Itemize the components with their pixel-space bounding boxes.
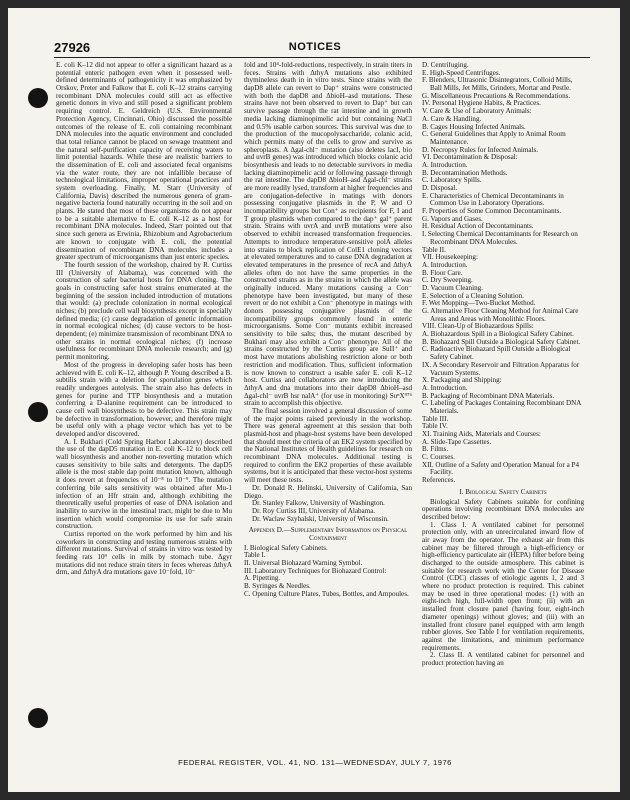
outline-item: IV. Personal Hygiene Habits, & Practices. [422, 99, 541, 108]
signatory: Dr. Stanley Falkow, University of Washington. [252, 499, 385, 508]
binder-hole [28, 88, 48, 108]
outline-item: II. Universal Biohazard Warning Symbol. [244, 559, 363, 567]
page-footer: FEDERAL REGISTER, VOL. 41, NO. 131—WEDNESDAY, JULY 7, 1976 [178, 758, 452, 767]
outline-item: IX. A Secondary Reservoir and Filtration Apparatus for Vacuum Systems. [422, 360, 580, 377]
text-column-1 [56, 62, 232, 752]
outline-item: B. Syringes & Needles. [244, 582, 311, 591]
outline-item: A. Introduction. [422, 383, 468, 392]
outline-item: III. Laboratory Techniques for Biohazard Control: [244, 566, 387, 575]
outline-item: A. Pipetting. [244, 574, 281, 583]
outline-item: B. Biohazard Spill Outside a Biological Safety Cabinet. [422, 337, 581, 346]
signatory: Dr. Roy Curtiss III, University of Alabama. [252, 506, 376, 515]
text-column-3 [422, 62, 584, 752]
signatory: Dr. Donald R. Helinski, University of California, San Diego. [244, 483, 412, 500]
paragraph: 2. Class II. A ventilated cabinet for personnel and product protection having an [422, 651, 584, 667]
outline-item: A. Introduction. [422, 160, 468, 169]
outline-item: C. Dry Sweeping. [422, 276, 473, 285]
outline-item: C. Labeling of Packages Containing Recombinant DNA Materials. [422, 399, 581, 415]
section-title: NOTICES [288, 41, 342, 53]
outline-item: VIII. Clean-Up of Biohazardous Spills: [422, 322, 534, 331]
paragraph: Biological Safety Cabinets suitable for confining operations involving recombinant DNA molecules are described below: [422, 497, 584, 521]
outline-item: C. General Guidelines that Apply to Animal Room Maintenance. [422, 130, 566, 146]
outline-item: C. Courses. [422, 453, 455, 462]
text-column-2 [244, 62, 412, 752]
outline-item: X. Packaging and Shipping: [422, 376, 502, 385]
outline-item: A. Slide-Tape Cassettes. [422, 437, 492, 446]
outline-item: XII. Outline of a Safety and Operation Manual for a P4 Facility. [422, 460, 580, 477]
outline-item: A. Care & Handling. [422, 114, 482, 123]
outline-item: Table IV. [422, 422, 448, 431]
outline-item: I. Selecting Chemical Decontaminants for Research on Recombinant DNA Molecules. [422, 230, 578, 246]
outline-item: D. Vacuum Cleaning. [422, 283, 483, 292]
appendix-title: Appendix D.—Supplementary Information on Physical Containment [248, 526, 408, 542]
header-rule [54, 57, 590, 58]
paragraph: Most of the progress in developing safer hosts has been achieved with E. coli K–12, although P. Young described a B. subtilis strain with a deletion for sporulation genes which readily undergoes autolysis. The strain also has defects in genes for purine and TTP biosynthesis and a mutation conferring a D-alanine requirement can be introduced to cause cell wall biosynthesis to be defective. This strain may be defective in transformation, however, and therefore might be useful only with a phage vector which has yet to be developed and/or discovered. [56, 360, 232, 438]
outline-item: H. Residual Action of Decontaminants. [422, 222, 534, 231]
signatory: Dr. Waclaw Szybalski, University of Wisconsin. [252, 514, 389, 523]
paragraph: fold and 10⁴-fold-reductions, respectively, in strain titers in feces. Strains with ΔthyA mutations also exhibited thymineless death in in vitro tests. Since strains with the dapD8 allele can revert to Dap⁺ strains were constructed with both the dapD8 and ΔbioH–asd mutations. These strains have not been observed to revert to Dap⁺ but can survive passage through the rat intestine and in growth media lacking diaminopimelic acid but containing NaCl and 0.5% usable carbon sources. This survival was due to the production of the mucopolysaccharide, colanic acid, which permits many of the cells to grow and survive as spheroplasts. A Δgal-chl⁻ mutation (also deletes lacI, bio and uvrB genes) was introduced which blocks colanic acid biosynthesis and leads to no detectable survivors in media lacking diaminopimelic acid or following passage through the rat intestine. The dapD8 ΔbioH–asd Δgal-chl⁻ strains are more readily lysed, transform at higher frequencies and are conjugation-defective in matings with donors possessing conjugative plasmids in the P, W and O incompatibility groups but Con⁺ as recipients for F, I and T group plasmids when compared to the dap⁺ gal⁺ parent strain. Strains with uvrA and uvrB mutations were also observed to exhibit increased transformation frequencies. Attempts to introduce temperature-sensitive polA alleles into strains to block replication of ColE1 cloning vectors at elevated temperatures and to cause DNA degradation at elevated temperatures in the presence of recA and ΔthyA alleles often do not have the same properties in the constructed strains as in the strains in which the allele was originally induced. Many mutations causing a Con⁻ phenotype have been investigated, but many of these revert or do not exhibit a Con⁻ phenotype in matings with donors possessing conjugative plasmids of the incompatibility groups commonly found in enteric microorganisms. Some Con⁻ mutants exhibit increased sensitivity to bile salts; thus, the mutant described by Bukhari may also exhibit a Con⁻ phenotype. All of the strains constructed by the Curtiss group are SuII⁺ and most have mutations abolishing restriction alone or both restriction and modification. Thus, sufficient information is now known to construct a usable safer E. coli K–12 host. Curtiss and collaborators are now introducing the ΔthyA and dna mutations into their dapD8 ΔbioH–asd Δgal-chl⁻ uvrB hsr nalA⁺ (for use in monitoring) SuⁿX⁹⁷⁶ strain to accomplish this objective. [244, 62, 412, 408]
appendix-outline-continued [422, 62, 584, 485]
outline-item: B. Packaging of Recombinant DNA Materials. [422, 391, 555, 400]
paragraph: E. coli K–12 did not appear to offer a significant hazard as a potential enteric pathogen even when it possessed well-defined determinants of pathogenicity it was emphasized by Orskov, Preter and Falkow that E. coli K–12 strains carrying recombinant DNA molecules could still act as effective genetic donors in vivo and still posed a significant problem requiring control. E. Geldreich (U.S. Environmental Protection Agency, Cincinnati, Ohio) discussed the possible outcomes of the release of E. coli containing recombinant DNA molecules into the aquatic environment and concluded that total reliance cannot be placed on sewage treatment and the natural self-purification capacity of receiving waters to limit potential hazards. While these are realistic barriers to the dissemination of E. coli and associated fecal organisms via the water route, they are not infallible because of technological limitations, improper operational practices and system overloading. Finally, M. Starr (University of California, Davis) described the numerous genera of gram-negative bacteria found naturally occurring in the soil and on plants. He stated that most of these organisms do not appear to be a suitable alternative to E. coli K–12 as a host for recombinant DNA molecules. Indeed, Starr pointed out that since such genera as Erwinia, Rhizobium and Agrobacterium are known to conjugate with E. coli, the potential dissemination of recombinant DNA molecules includes a greater spectrum of microorganisms than just enteric species. [56, 62, 232, 262]
binder-hole [28, 402, 48, 422]
outline-item: E. High-Speed Centrifuges. [422, 68, 501, 77]
appendix-outline [244, 545, 412, 599]
outline-item: G. Alternative Floor Cleaning Method for Animal Care Areas and Areas with Monolithic Floors. [422, 307, 579, 323]
section-heading: I. Biological Safety Cabinets [459, 487, 547, 496]
outline-item: C. Radioactive Biohazard Spill Outside a Biological Safety Cabinet. [422, 345, 571, 362]
outline-item: B. Cages Housing Infected Animals. [422, 122, 526, 131]
outline-item: G. Miscellaneous Precautions & Recommendations. [422, 91, 571, 100]
outline-item: VII. Housekeeping: [422, 253, 478, 262]
outline-item: Table II. [422, 245, 446, 254]
outline-item: F. Blenders, Ultrasonic Disintegrators, Colloid Mills, Ball Mills, Jet Mills, Grinders, Mortar and Pestle. [422, 76, 573, 93]
paragraph: The fourth session of the workshop, chaired by R. Curtiss III (University of Alabama), was concerned with the construction of safer bacterial hosts for DNA cloning. The goals in constructing safer host strains enumerated at the beginning of the session included introduction of mutations that would: (a) preclude colonization in normal ecological niches; (b) preclude cell wall biosynthesis except in specially defined media; (c) cause degradation of genetic information in normal ecological niches; (d) cause vectors to be host-dependent; (e) minimize transmission of recombinant DNA to other strains in normal ecological niches; (f) increase usefulness for recombinant DNA molecule research; and (g) permit monitoring. [56, 260, 232, 362]
outline-item: XI. Training Aids, Materials and Courses: [422, 430, 541, 438]
outline-item: VI. Decontamination & Disposal: [422, 153, 518, 162]
outline-item: D. Disposal. [422, 184, 458, 192]
outline-item: A. Introduction. [422, 260, 468, 269]
outline-item: F. Properties of Some Common Decontaminants. [422, 207, 562, 216]
outline-item: C. Laboratory Spills. [422, 176, 482, 185]
outline-item: References. [422, 476, 456, 485]
outline-item: A. Biohazardous Spill in a Biological Safety Cabinet. [422, 330, 574, 339]
outline-item: C. Opening Culture Plates, Tubes, Bottles, and Ampoules. [244, 589, 409, 598]
outline-item: B. Films. [422, 445, 449, 454]
page-number: 27926 [54, 40, 91, 55]
outline-item: G. Vapors and Gases. [422, 214, 483, 223]
outline-item: V. Care & Use of Laboratory Animals: [422, 107, 532, 116]
paragraph: 1. Class I. A ventilated cabinet for personnel protection only, with an unrecirculated inward flow of air away from the operator. The exhaust air from this cabinet may be filtered through a high-efficiency or high-efficiency particulate air (HEPA) filter before being discharged to the outside atmosphere. This cabinet is suitable for research work with the Center for Disease Control (CDC) classes of etiologic agents 1, 2 and 3 where no product protection is required. This cabinet may be used in three operational modes: (1) with an eight-inch high, full-width open front; (ii) with an installed front closure panel (having four, eight-inch diameter openings) without gloves; and (iii) with an installed front closure panel equipped with arm length rubber gloves. See Table I for ventilation requirements, against the limitations, and minimum performance requirements. [422, 520, 584, 652]
outline-item: D. Centrifuging. [422, 62, 469, 69]
outline-item: B. Floor Care. [422, 268, 463, 277]
outline-item: D. Necropsy Rules for Infected Animals. [422, 145, 539, 154]
outline-item: F. Wet Mopping—Two-Bucket Method. [422, 299, 536, 308]
outline-item: Table III. [422, 414, 449, 423]
outline-item: E. Selection of a Cleaning Solution. [422, 291, 524, 300]
outline-item: I. Biological Safety Cabinets. [244, 543, 328, 552]
outline-item: E. Characteristics of Chemical Decontaminants in Common Use in Laboratory Operations. [422, 191, 564, 208]
paragraph: Curtiss reported on the work performed by him and his coworkers in constructing and testing numerous strains with different mutations. Survival of strains in vitro was tested by feeding rats 10⁹ cells in milk by stomach tube. Δgyr mutations did not reduce strain titers in feces whereas ΔthyA drm, and ΔthyA dra mutations gave 10⁻fold, 10⁻ [56, 529, 232, 577]
paragraph: A. I. Bukhari (Cold Spring Harbor Laboratory) described the use of the dapD5 mutation in E. coli K–12 to block cell wall biosynthesis and another non-reverting mutation which causes sensitivity to bile salts and detergents. The dapD5 allele is the most stable dap point mutation known, although it does revert at frequencies of 10⁻⁸ to 10⁻⁹. The mutation conferring bile salts sensitivity was obtained after Mu-1 infection of an Hfr strain and, although exhibiting the theoretically useful properties of ease of DNA isolation and inability to survive in the intestinal tract, might be due to Mu insertion which would compromise its use for safe strain construction. [56, 437, 232, 531]
outline-item: Table I. [244, 551, 266, 560]
binder-hole [28, 708, 48, 728]
outline-item: B. Decontamination Methods. [422, 168, 508, 177]
paragraph: The final session involved a general discussion of some of the major points raised previously in the workshop. There was general agreement at this session that both plasmid-host and phage-host systems have been developed that should meet the criteria of an EK2 system specified by the National Institutes of Health guidelines for research on recombinant DNA molecules. Additional testing is required to confirm the EK2 properties of these available systems, but it is anticipated that these vector-host systems will meet these tests. [244, 406, 412, 485]
